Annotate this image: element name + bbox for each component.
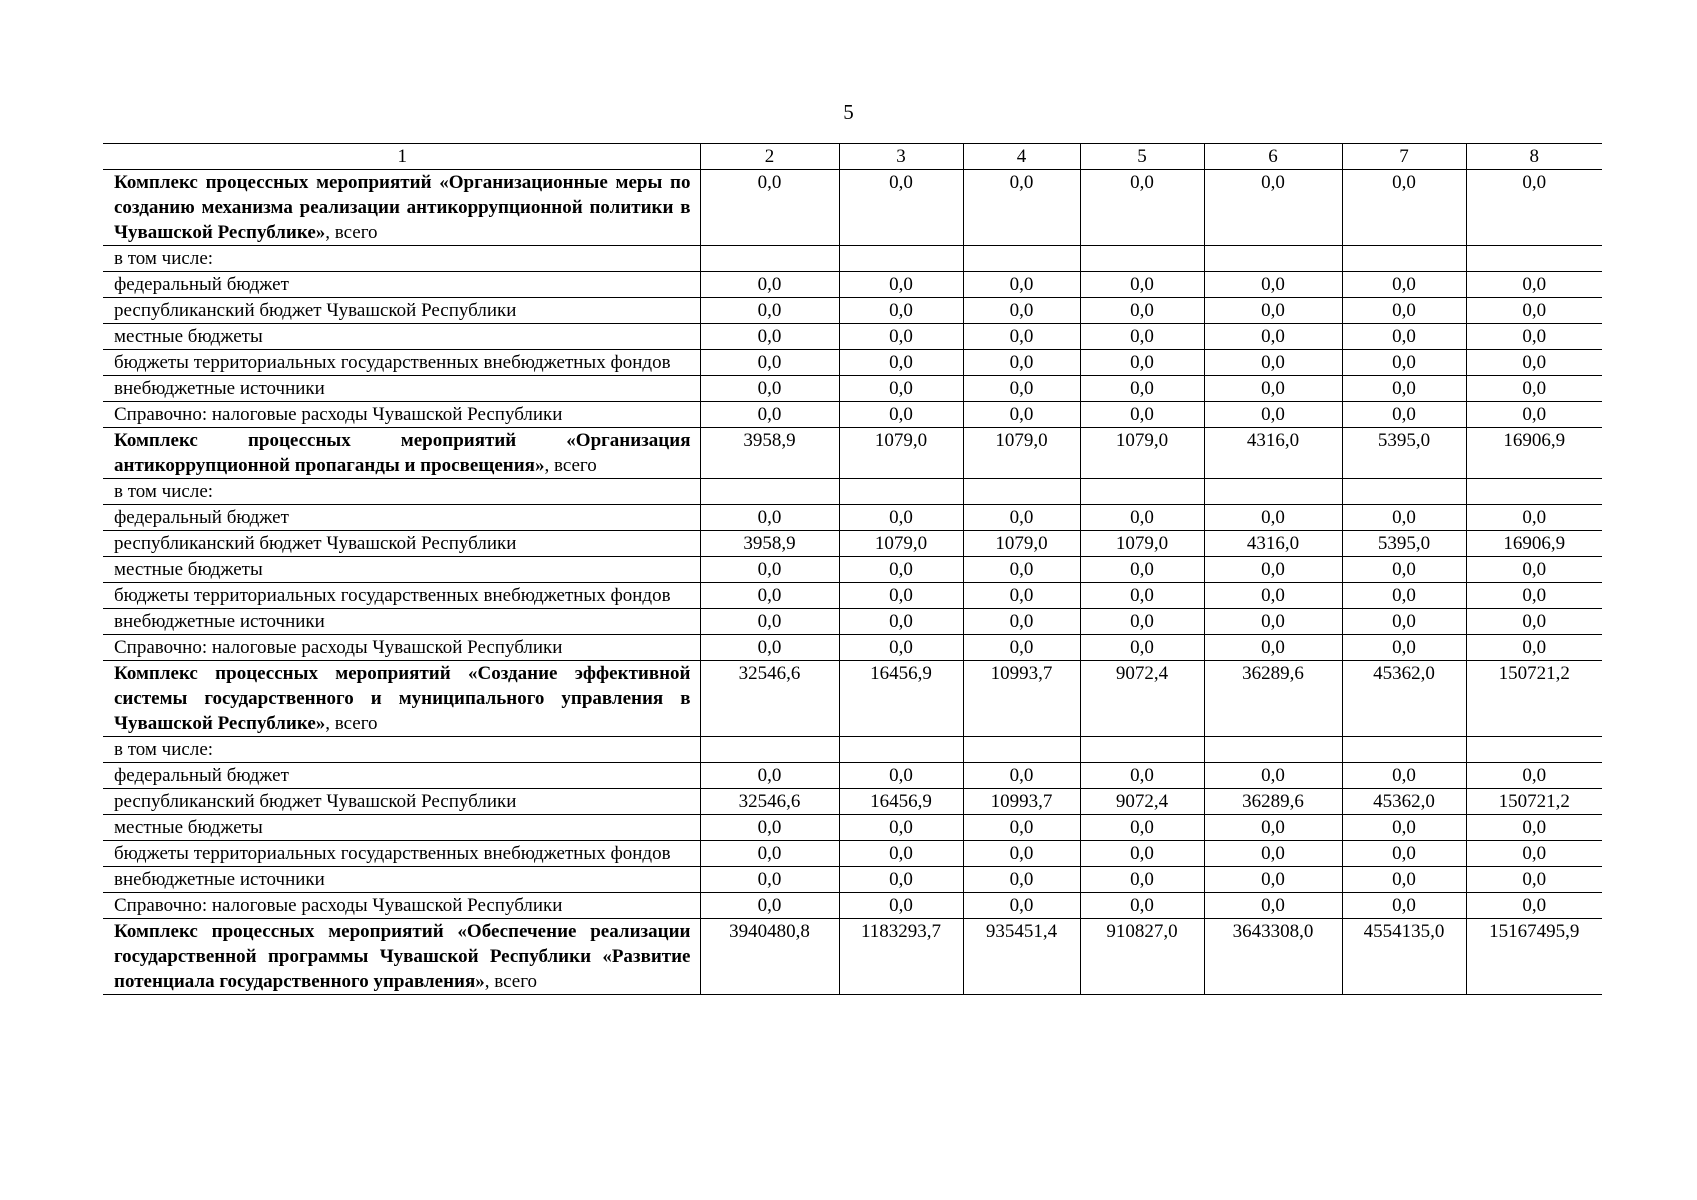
- value-cell: 0,0: [1204, 298, 1342, 324]
- row-label-cell: внебюджетные источники: [103, 609, 700, 635]
- table-row: [103, 815, 1602, 841]
- value-cell: 0,0: [839, 170, 963, 246]
- table-row: [103, 531, 1602, 557]
- row-label-cell: республиканский бюджет Чувашской Республики: [103, 298, 700, 324]
- group-title-suffix: , всего: [325, 713, 378, 734]
- value-cell: 0,0: [839, 557, 963, 583]
- value-cell: 0,0: [1204, 841, 1342, 867]
- value-cell: 0,0: [839, 609, 963, 635]
- value-cell: 0,0: [839, 815, 963, 841]
- value-cell: 0,0: [1342, 402, 1466, 428]
- row-label-cell: республиканский бюджет Чувашской Республики: [103, 789, 700, 815]
- value-cell: 0,0: [839, 402, 963, 428]
- value-cell: 0,0: [1204, 763, 1342, 789]
- value-cell: 0,0: [963, 867, 1080, 893]
- value-cell: 0,0: [1204, 609, 1342, 635]
- value-cell: [1342, 737, 1466, 763]
- value-cell: 1079,0: [1080, 428, 1204, 479]
- value-cell: 0,0: [1342, 893, 1466, 919]
- value-cell: 0,0: [700, 609, 839, 635]
- value-cell: 0,0: [700, 867, 839, 893]
- row-label-cell: бюджеты территориальных государственных внебюджетных фондов: [103, 350, 700, 376]
- value-cell: 1183293,7: [839, 919, 963, 995]
- value-cell: 0,0: [1080, 376, 1204, 402]
- table-row: [103, 635, 1602, 661]
- value-cell: 0,0: [1466, 350, 1602, 376]
- table-row: [103, 324, 1602, 350]
- value-cell: 0,0: [963, 893, 1080, 919]
- row-label-cell: Справочно: налоговые расходы Чувашской Республики: [103, 893, 700, 919]
- value-cell: 0,0: [1342, 557, 1466, 583]
- value-cell: 0,0: [700, 505, 839, 531]
- value-cell: 0,0: [700, 170, 839, 246]
- value-cell: 0,0: [700, 350, 839, 376]
- value-cell: [963, 246, 1080, 272]
- row-label-cell: федеральный бюджет: [103, 272, 700, 298]
- value-cell: 1079,0: [963, 428, 1080, 479]
- group-total-row: [103, 919, 1602, 995]
- value-cell: 1079,0: [839, 428, 963, 479]
- value-cell: 10993,7: [963, 661, 1080, 737]
- value-cell: 0,0: [1342, 376, 1466, 402]
- value-cell: 0,0: [1080, 635, 1204, 661]
- value-cell: 0,0: [839, 635, 963, 661]
- value-cell: [1342, 479, 1466, 505]
- value-cell: 0,0: [839, 272, 963, 298]
- value-cell: [839, 246, 963, 272]
- value-cell: 16906,9: [1466, 531, 1602, 557]
- row-label-cell: [103, 919, 700, 995]
- row-label-cell: местные бюджеты: [103, 815, 700, 841]
- value-cell: 0,0: [1466, 867, 1602, 893]
- value-cell: 0,0: [700, 324, 839, 350]
- value-cell: 0,0: [1204, 402, 1342, 428]
- table-row: [103, 557, 1602, 583]
- value-cell: 0,0: [1466, 635, 1602, 661]
- value-cell: 0,0: [700, 635, 839, 661]
- row-label-cell: в том числе:: [103, 479, 700, 505]
- value-cell: 0,0: [839, 350, 963, 376]
- table-row: [103, 376, 1602, 402]
- value-cell: 0,0: [1204, 635, 1342, 661]
- value-cell: 0,0: [1466, 557, 1602, 583]
- value-cell: 0,0: [839, 763, 963, 789]
- value-cell: [700, 246, 839, 272]
- value-cell: 0,0: [1204, 893, 1342, 919]
- value-cell: 0,0: [1342, 505, 1466, 531]
- value-cell: 0,0: [1466, 272, 1602, 298]
- row-label-cell: в том числе:: [103, 246, 700, 272]
- column-number: 8: [1466, 144, 1602, 170]
- value-cell: 3958,9: [700, 531, 839, 557]
- row-label-cell: бюджеты территориальных государственных внебюджетных фондов: [103, 841, 700, 867]
- value-cell: 1079,0: [1080, 531, 1204, 557]
- value-cell: 0,0: [839, 893, 963, 919]
- value-cell: 0,0: [963, 841, 1080, 867]
- table-row: [103, 272, 1602, 298]
- group-total-row: [103, 428, 1602, 479]
- value-cell: 0,0: [839, 298, 963, 324]
- value-cell: 4316,0: [1204, 531, 1342, 557]
- value-cell: 0,0: [963, 609, 1080, 635]
- value-cell: 0,0: [1080, 815, 1204, 841]
- value-cell: 0,0: [700, 841, 839, 867]
- value-cell: [963, 479, 1080, 505]
- row-label-cell: внебюджетные источники: [103, 376, 700, 402]
- value-cell: 0,0: [1080, 170, 1204, 246]
- group-total-row: [103, 661, 1602, 737]
- value-cell: 5395,0: [1342, 531, 1466, 557]
- value-cell: [1466, 479, 1602, 505]
- value-cell: 0,0: [700, 298, 839, 324]
- value-cell: 0,0: [839, 841, 963, 867]
- value-cell: 0,0: [1080, 505, 1204, 531]
- value-cell: 0,0: [839, 867, 963, 893]
- value-cell: 0,0: [1466, 298, 1602, 324]
- row-label-cell: местные бюджеты: [103, 324, 700, 350]
- column-number: 6: [1204, 144, 1342, 170]
- row-label-cell: [103, 170, 700, 246]
- table-row: [103, 402, 1602, 428]
- value-cell: 0,0: [963, 170, 1080, 246]
- value-cell: 0,0: [1080, 893, 1204, 919]
- value-cell: 16456,9: [839, 789, 963, 815]
- row-label-cell: Справочно: налоговые расходы Чувашской Республики: [103, 635, 700, 661]
- value-cell: 0,0: [1204, 505, 1342, 531]
- value-cell: 4316,0: [1204, 428, 1342, 479]
- table-row: [103, 841, 1602, 867]
- value-cell: 0,0: [963, 272, 1080, 298]
- value-cell: 0,0: [963, 298, 1080, 324]
- value-cell: 0,0: [1342, 867, 1466, 893]
- value-cell: 9072,4: [1080, 661, 1204, 737]
- value-cell: 0,0: [963, 350, 1080, 376]
- value-cell: 0,0: [1466, 583, 1602, 609]
- value-cell: 45362,0: [1342, 789, 1466, 815]
- value-cell: 0,0: [839, 324, 963, 350]
- row-label-cell: в том числе:: [103, 737, 700, 763]
- column-number: 2: [700, 144, 839, 170]
- subheading-row: [103, 737, 1602, 763]
- value-cell: 150721,2: [1466, 661, 1602, 737]
- table-row: [103, 609, 1602, 635]
- value-cell: 0,0: [963, 763, 1080, 789]
- value-cell: 0,0: [839, 583, 963, 609]
- table-row: [103, 505, 1602, 531]
- value-cell: 0,0: [1080, 583, 1204, 609]
- value-cell: 0,0: [839, 376, 963, 402]
- value-cell: 0,0: [963, 505, 1080, 531]
- row-label-cell: республиканский бюджет Чувашской Республики: [103, 531, 700, 557]
- value-cell: 45362,0: [1342, 661, 1466, 737]
- value-cell: 0,0: [963, 557, 1080, 583]
- group-title: Комплекс процессных мероприятий «Создание эффективной системы государственного и муниципального управления в Чувашской Республике»: [114, 663, 691, 734]
- value-cell: 10993,7: [963, 789, 1080, 815]
- value-cell: 0,0: [1466, 763, 1602, 789]
- value-cell: 0,0: [1342, 815, 1466, 841]
- value-cell: 0,0: [1080, 841, 1204, 867]
- row-label-cell: федеральный бюджет: [103, 763, 700, 789]
- value-cell: 0,0: [1342, 635, 1466, 661]
- value-cell: 0,0: [1466, 376, 1602, 402]
- value-cell: 16906,9: [1466, 428, 1602, 479]
- value-cell: 0,0: [1342, 763, 1466, 789]
- value-cell: 0,0: [1204, 583, 1342, 609]
- value-cell: 0,0: [1080, 609, 1204, 635]
- value-cell: 0,0: [1342, 272, 1466, 298]
- value-cell: 0,0: [1204, 867, 1342, 893]
- value-cell: 0,0: [1342, 841, 1466, 867]
- value-cell: 0,0: [1342, 609, 1466, 635]
- value-cell: 0,0: [963, 402, 1080, 428]
- value-cell: [1204, 737, 1342, 763]
- row-label-cell: [103, 428, 700, 479]
- value-cell: 910827,0: [1080, 919, 1204, 995]
- row-label-cell: федеральный бюджет: [103, 505, 700, 531]
- value-cell: 0,0: [963, 815, 1080, 841]
- value-cell: [1466, 737, 1602, 763]
- group-title: Комплекс процессных мероприятий «Обеспечение реализации государственной программы Чувашской Республики «Развитие потенциала государственного управления»: [114, 921, 691, 992]
- value-cell: [963, 737, 1080, 763]
- value-cell: 0,0: [700, 763, 839, 789]
- value-cell: 0,0: [1080, 557, 1204, 583]
- value-cell: [1080, 479, 1204, 505]
- group-title: Комплекс процессных мероприятий «Организационные меры по созданию механизма реализации антикоррупционной политики в Чувашской Республике»: [114, 172, 691, 243]
- row-label-cell: Справочно: налоговые расходы Чувашской Республики: [103, 402, 700, 428]
- value-cell: 3958,9: [700, 428, 839, 479]
- column-number: 7: [1342, 144, 1466, 170]
- subheading-row: [103, 246, 1602, 272]
- value-cell: 0,0: [1342, 350, 1466, 376]
- value-cell: 0,0: [1466, 893, 1602, 919]
- value-cell: 0,0: [1080, 350, 1204, 376]
- value-cell: [1342, 246, 1466, 272]
- value-cell: 0,0: [1466, 324, 1602, 350]
- value-cell: 0,0: [963, 583, 1080, 609]
- column-number: 1: [103, 144, 700, 170]
- group-total-row: [103, 170, 1602, 246]
- value-cell: 0,0: [1342, 298, 1466, 324]
- value-cell: 0,0: [700, 557, 839, 583]
- value-cell: 0,0: [963, 376, 1080, 402]
- value-cell: 0,0: [839, 505, 963, 531]
- value-cell: 1079,0: [839, 531, 963, 557]
- value-cell: 0,0: [1080, 402, 1204, 428]
- value-cell: 0,0: [700, 583, 839, 609]
- table-row: [103, 583, 1602, 609]
- column-number: 5: [1080, 144, 1204, 170]
- table-row: [103, 350, 1602, 376]
- value-cell: 32546,6: [700, 789, 839, 815]
- value-cell: 1079,0: [963, 531, 1080, 557]
- value-cell: 5395,0: [1342, 428, 1466, 479]
- budget-table: [103, 143, 1602, 995]
- group-title-suffix: , всего: [484, 971, 538, 992]
- table-row: [103, 867, 1602, 893]
- value-cell: 150721,2: [1466, 789, 1602, 815]
- value-cell: 0,0: [1204, 350, 1342, 376]
- value-cell: 0,0: [1080, 763, 1204, 789]
- table-body: [103, 144, 1602, 995]
- table-row: [103, 893, 1602, 919]
- value-cell: 0,0: [1080, 298, 1204, 324]
- table-row: [103, 789, 1602, 815]
- value-cell: 4554135,0: [1342, 919, 1466, 995]
- value-cell: [839, 737, 963, 763]
- group-title-suffix: , всего: [325, 222, 378, 243]
- value-cell: 0,0: [1466, 402, 1602, 428]
- value-cell: 0,0: [1466, 505, 1602, 531]
- value-cell: 0,0: [700, 815, 839, 841]
- value-cell: 0,0: [700, 272, 839, 298]
- value-cell: 0,0: [1466, 815, 1602, 841]
- value-cell: [1080, 246, 1204, 272]
- row-label-cell: местные бюджеты: [103, 557, 700, 583]
- value-cell: 3940480,8: [700, 919, 839, 995]
- table-row: [103, 763, 1602, 789]
- column-number: 4: [963, 144, 1080, 170]
- value-cell: 0,0: [1080, 272, 1204, 298]
- value-cell: 0,0: [1204, 170, 1342, 246]
- value-cell: 0,0: [1204, 324, 1342, 350]
- value-cell: 3643308,0: [1204, 919, 1342, 995]
- value-cell: 15167495,9: [1466, 919, 1602, 995]
- value-cell: 0,0: [963, 324, 1080, 350]
- value-cell: [1466, 246, 1602, 272]
- value-cell: 0,0: [700, 402, 839, 428]
- value-cell: 0,0: [963, 635, 1080, 661]
- value-cell: 0,0: [1342, 583, 1466, 609]
- value-cell: [1080, 737, 1204, 763]
- value-cell: 0,0: [1204, 815, 1342, 841]
- value-cell: [1204, 246, 1342, 272]
- value-cell: [700, 479, 839, 505]
- value-cell: 935451,4: [963, 919, 1080, 995]
- value-cell: 36289,6: [1204, 789, 1342, 815]
- group-title-suffix: , всего: [544, 455, 597, 476]
- value-cell: 0,0: [1204, 376, 1342, 402]
- value-cell: 0,0: [1342, 170, 1466, 246]
- row-label-cell: бюджеты территориальных государственных внебюджетных фондов: [103, 583, 700, 609]
- column-number: 3: [839, 144, 963, 170]
- page-number: 5: [843, 100, 854, 124]
- subheading-row: [103, 479, 1602, 505]
- row-label-cell: [103, 661, 700, 737]
- group-title: Комплекс процессных мероприятий «Организация антикоррупционной пропаганды и просвещения»: [114, 430, 691, 476]
- value-cell: 0,0: [1466, 841, 1602, 867]
- column-number-row: [103, 144, 1602, 170]
- value-cell: [1204, 479, 1342, 505]
- value-cell: 16456,9: [839, 661, 963, 737]
- value-cell: 0,0: [1466, 609, 1602, 635]
- value-cell: [700, 737, 839, 763]
- value-cell: 0,0: [1204, 557, 1342, 583]
- value-cell: 36289,6: [1204, 661, 1342, 737]
- value-cell: 9072,4: [1080, 789, 1204, 815]
- value-cell: 0,0: [1204, 272, 1342, 298]
- table-row: [103, 298, 1602, 324]
- value-cell: 0,0: [700, 893, 839, 919]
- value-cell: 0,0: [1080, 324, 1204, 350]
- value-cell: [839, 479, 963, 505]
- value-cell: 32546,6: [700, 661, 839, 737]
- row-label-cell: внебюджетные источники: [103, 867, 700, 893]
- value-cell: 0,0: [1466, 170, 1602, 246]
- value-cell: 0,0: [1080, 867, 1204, 893]
- value-cell: 0,0: [1342, 324, 1466, 350]
- value-cell: 0,0: [700, 376, 839, 402]
